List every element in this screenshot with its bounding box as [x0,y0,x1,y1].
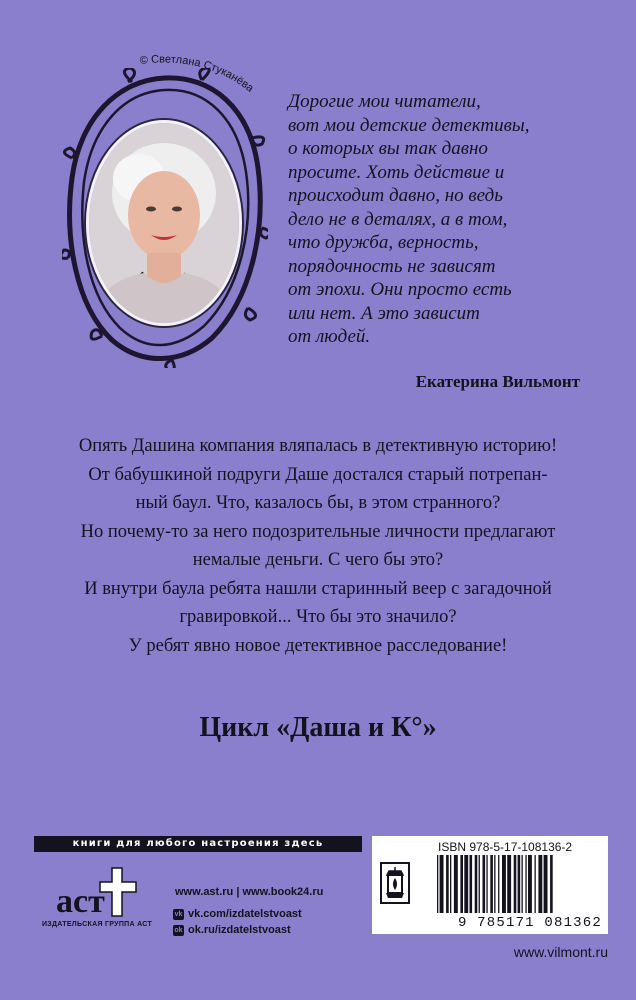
ast-logo [54,866,140,918]
series-title: Цикл «Даша и К°» [199,712,437,743]
description-line: немалые деньги. С чего бы это? [192,550,444,570]
barcode-bar [479,855,480,913]
publisher-websites[interactable]: www.ast.ru | www.book24.ru [175,886,324,898]
quote-line: от людей. [288,326,371,347]
description-line: У ребят явно новое детективное расследование! [128,635,508,656]
barcode-bar [525,855,526,913]
description-line: ный баул. Что, казалось бы, в этом странного? [135,493,501,513]
book-description [20,432,616,660]
barcode-bar [446,855,449,913]
author-website[interactable]: www.vilmont.ru [513,944,608,960]
barcode-bar [490,855,493,913]
ast-logo-text: аст [56,883,105,918]
barcode-bar [454,855,458,913]
barcode-bars [435,855,603,915]
barcode-bar [486,855,487,913]
description-line: И внутри баула ребята нашли старинный веер с загадочной [84,578,552,599]
barcode-bar [437,855,438,913]
quote-line: или нет. А это зависит [288,302,480,324]
barcode-bar [498,855,499,913]
quote-author: Екатерина Вильмонт [415,372,580,391]
barcode-bar [483,855,486,913]
barcode-bar [507,855,511,913]
vk-link[interactable] [173,908,302,920]
isbn-label: ISBN 978-5-17-108136-2 [438,840,573,854]
description-line: Опять Дашина компания вляпалась в детективную историю! [78,436,558,456]
barcode-bar [514,855,517,913]
barcode-bar [460,855,463,913]
quote-line: что дружба, верность, [288,232,479,253]
quote-line: дело не в деталях, а в том, [288,208,508,230]
barcode-bar [450,855,451,913]
barcode-bar [522,855,523,913]
author-portrait [86,120,242,326]
quote-line: Дорогие мои читатели, [288,91,481,112]
photo-credit-text: © Светлана Стуканёва [139,53,256,95]
barcode-digits: 9 785171 081362 [457,915,602,931]
vk-link-text: vk.com/izdatelstvoast [188,908,302,920]
ok-link[interactable] [173,924,291,936]
lantern-icon [380,862,410,904]
barcode-bar [538,855,542,913]
barcode-bar [518,855,521,913]
barcode-bar [502,855,506,913]
quote-line: происходит давно, но ведь [288,185,503,206]
author-quote [288,90,608,349]
barcode-bar [550,855,553,913]
barcode-bar [535,855,536,913]
quote-line: о которых вы так давно [288,138,488,159]
barcode-bar [464,855,468,913]
vk-icon: vk [174,910,183,918]
ok-link-text: ok.ru/izdatelstvoast [188,924,291,936]
description-line: гравировкой... Что бы это значило? [179,607,457,627]
description-line: Но почему-то за него подозрительные личности предлагают [80,521,556,542]
ok-icon: ok [174,926,183,934]
barcode-bar [475,855,478,913]
quote-line: просите. Хоть действие и [288,161,505,183]
barcode-bar [440,855,444,913]
quote-line: порядочность не зависят [288,255,496,277]
quote-line: вот мои детские детективы, [288,114,530,136]
barcode-bar [494,855,495,913]
barcode-bar [544,855,548,913]
publisher-slogan: книги для любого настроения здесь [34,836,362,852]
barcode-bar [470,855,473,913]
description-line: От бабушкиной подруги Даше достался старый потрепан- [88,464,548,485]
quote-line: от эпохи. Они просто есть [288,279,512,300]
barcode-bar [528,855,532,913]
publisher-name: ИЗДАТЕЛЬСКАЯ ГРУППА АСТ [41,921,153,928]
